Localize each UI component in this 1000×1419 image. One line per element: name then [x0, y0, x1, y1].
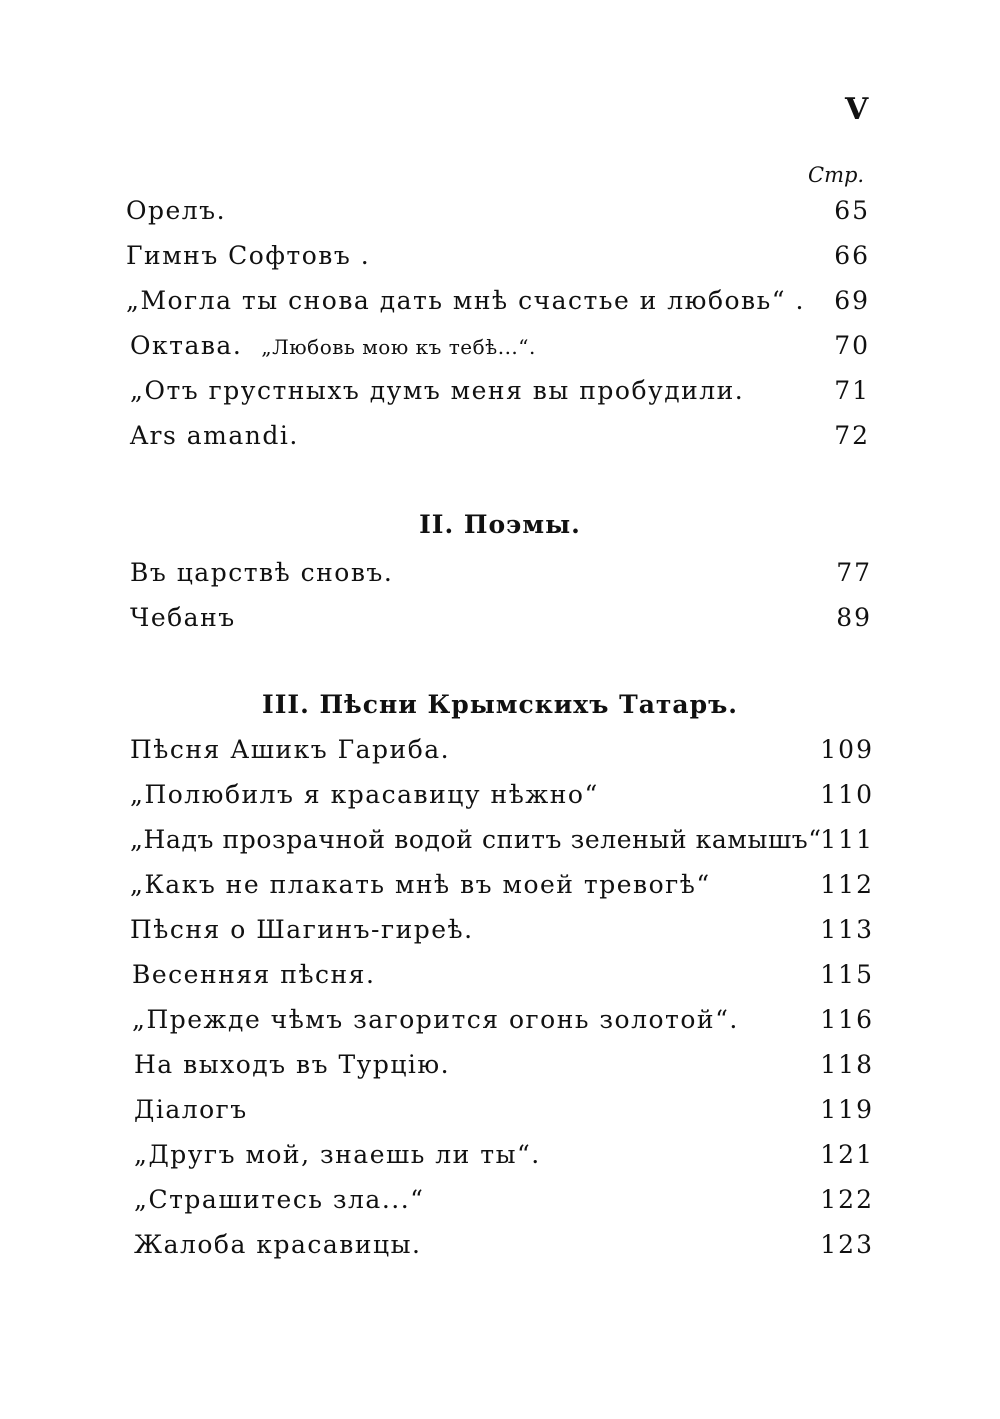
- toc-entry: [130, 870, 874, 910]
- toc-entry: [130, 603, 872, 643]
- toc-entry-title: Жалоба красавицы.: [134, 1230, 422, 1259]
- toc-entry-page: 111: [820, 825, 874, 854]
- toc-entry: [130, 780, 874, 820]
- toc-entry-page: 69: [834, 286, 870, 315]
- toc-entry-title: Діалогъ: [134, 1095, 248, 1124]
- toc-entry-title: „Могла ты снова дать мнѣ счастье и любовь“ .: [126, 286, 805, 315]
- toc-entry: [126, 196, 870, 236]
- toc-entry-title: Чебанъ: [130, 603, 236, 632]
- toc-entry: [134, 1185, 874, 1225]
- toc-entry-page: 66: [834, 241, 870, 270]
- toc-entry-title: Весенняя пѣсня.: [132, 960, 376, 989]
- toc-entry-page: 89: [836, 603, 872, 632]
- toc-entry-title: Пѣсня о Шагинъ-гиреѣ.: [130, 915, 474, 944]
- toc-entry-title: Пѣсня Ашикъ Гариба.: [130, 735, 451, 764]
- toc-entry: [134, 1050, 874, 1090]
- toc-entry-page: 70: [834, 331, 870, 360]
- toc-entry-title: Гимнъ Софтовъ .: [126, 241, 371, 270]
- section-heading: III. Пѣсни Крымскихъ Татаръ.: [262, 690, 738, 719]
- toc-entry-page: 72: [834, 421, 870, 450]
- toc-entry-title: Ars amandi.: [130, 421, 299, 450]
- toc-entry-main: Октава.: [130, 331, 243, 360]
- column-header: Стр.: [808, 163, 865, 187]
- toc-entry: [132, 1005, 874, 1045]
- toc-entry-title: „Какъ не плакать мнѣ въ моей тревогѣ“: [130, 870, 711, 899]
- toc-entry: [130, 376, 870, 416]
- toc-entry-title: Въ царствѣ сновъ.: [130, 558, 394, 587]
- toc-entry-page: 123: [820, 1230, 874, 1259]
- toc-entry: [130, 421, 870, 461]
- toc-entry: [134, 1140, 874, 1180]
- toc-entry-title: На выходъ въ Турцію.: [134, 1050, 451, 1079]
- toc-entry: [134, 1095, 874, 1135]
- toc-entry-page: 118: [820, 1050, 874, 1079]
- toc-entry-title: „Другъ мой, знаешь ли ты“.: [134, 1140, 541, 1169]
- toc-entry-page: 122: [820, 1185, 874, 1214]
- toc-entry-title: „Полюбилъ я красавицу нѣжно“: [130, 780, 599, 809]
- toc-entry-page: 109: [820, 735, 874, 764]
- toc-entry-title: „Отъ грустныхъ думъ меня вы пробудили.: [130, 376, 745, 405]
- toc-entry: [130, 915, 874, 955]
- toc-entry-title: Орелъ.: [126, 196, 227, 225]
- toc-entry-title: „Надъ прозрачной водой спитъ зеленый камышъ“: [130, 825, 822, 854]
- toc-entry-page: 65: [834, 196, 870, 225]
- toc-entry: [130, 558, 872, 598]
- toc-entry-subtitle: „Любовь мою къ тебѣ...“.: [261, 335, 536, 359]
- toc-entry-page: 110: [820, 780, 874, 809]
- toc-entry: [130, 825, 874, 865]
- toc-entry: [130, 331, 870, 371]
- toc-entry-title: [130, 331, 536, 360]
- toc-entry: [132, 960, 874, 1000]
- toc-entry-page: 113: [820, 915, 874, 944]
- toc-entry-page: 121: [820, 1140, 874, 1169]
- toc-entry-page: 112: [820, 870, 874, 899]
- toc-entry-page: 116: [820, 1005, 874, 1034]
- toc-entry-title: „Страшитесь зла...“: [134, 1185, 425, 1214]
- section-heading: II. Поэмы.: [419, 510, 581, 539]
- toc-entry: [126, 241, 870, 281]
- toc-entry-title: „Прежде чѣмъ загорится огонь золотой“.: [132, 1005, 739, 1034]
- toc-entry-page: 115: [820, 960, 874, 989]
- toc-entry: [126, 286, 870, 326]
- page-number: V: [845, 92, 869, 127]
- toc-entry-page: 77: [836, 558, 872, 587]
- toc-entry: [134, 1230, 874, 1270]
- toc-entry: [130, 735, 874, 775]
- toc-entry-page: 71: [834, 376, 870, 405]
- toc-entry-page: 119: [820, 1095, 874, 1124]
